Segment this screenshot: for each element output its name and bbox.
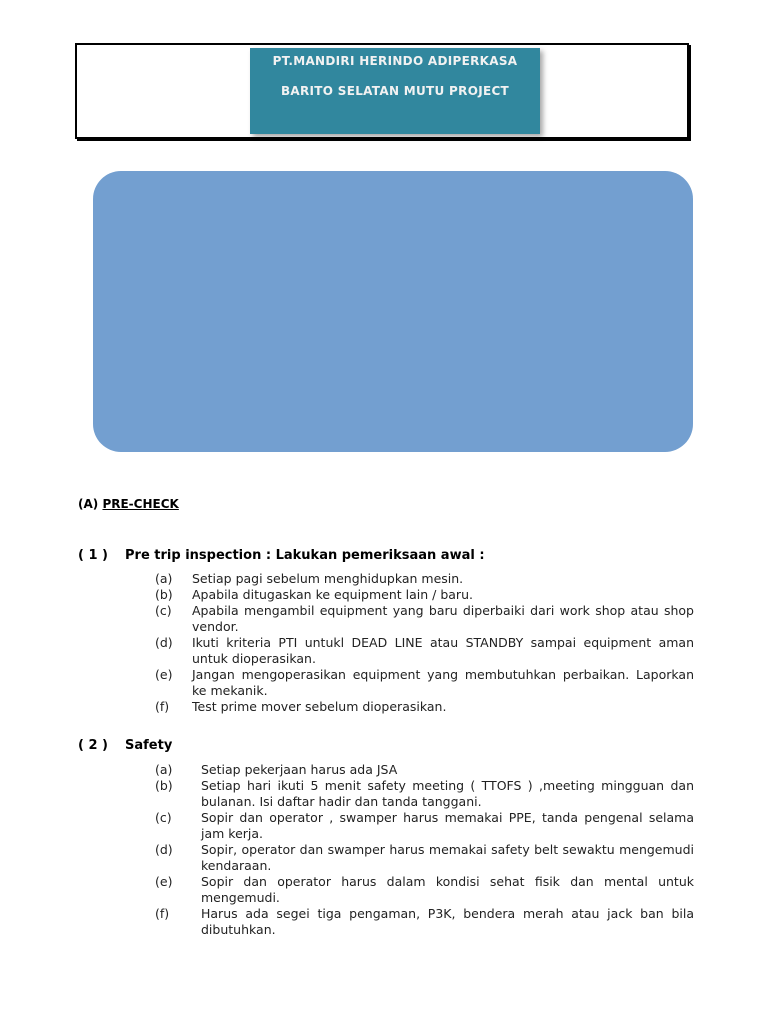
list-item <box>155 571 694 587</box>
project-name: BARITO SELATAN MUTU PROJECT <box>280 84 510 98</box>
item-label: (f) <box>155 906 170 921</box>
section-1-heading <box>78 548 485 563</box>
item-label: (c) <box>155 810 172 825</box>
company-name: PT.MANDIRI HERINDO ADIPERKASA <box>272 54 518 68</box>
list-item <box>155 699 694 715</box>
item-label: (e) <box>155 667 173 682</box>
list-item <box>155 635 694 667</box>
item-label: (b) <box>155 778 173 793</box>
section-a-label: (A) <box>78 497 99 511</box>
section-1-title: Pre trip inspection <box>125 548 262 563</box>
item-label: (d) <box>155 635 173 650</box>
item-text: Jangan mengoperasikan equipment yang membutuhkan perbaikan. Laporkan ke mekanik. <box>192 667 694 698</box>
list-item <box>155 906 694 938</box>
item-label: (c) <box>155 603 172 618</box>
section-2-list <box>155 762 694 938</box>
item-label: (d) <box>155 842 173 857</box>
section-a-heading <box>78 497 179 511</box>
item-text: Apabila ditugaskan ke equipment lain / baru. <box>192 587 473 602</box>
blue-panel <box>93 171 693 452</box>
section-1-list <box>155 571 694 715</box>
section-2-title: Safety <box>125 738 173 753</box>
section-a-title: PRE-CHECK <box>102 497 179 511</box>
section-2-number: ( 2 ) <box>78 738 108 753</box>
item-text: Setiap pagi sebelum menghidupkan mesin. <box>192 571 464 586</box>
header-box <box>75 43 689 139</box>
item-text: Sopir, operator dan swamper harus memakai safety belt sewaktu mengemudi kendaraan. <box>201 842 694 873</box>
list-item <box>155 603 694 635</box>
item-label: (a) <box>155 571 173 586</box>
list-item <box>155 778 694 810</box>
list-item <box>155 587 694 603</box>
item-text: Sopir dan operator , swamper harus memakai PPE, tanda pengenal selama jam kerja. <box>201 810 694 841</box>
item-text: Ikuti kriteria PTI untukl DEAD LINE atau STANDBY sampai equipment aman untuk dioperasikan. <box>192 635 694 666</box>
item-label: (f) <box>155 699 170 714</box>
item-label: (b) <box>155 587 173 602</box>
list-item <box>155 842 694 874</box>
section-2-heading <box>78 738 172 753</box>
list-item <box>155 667 694 699</box>
item-label: (e) <box>155 874 173 889</box>
item-text: Apabila mengambil equipment yang baru diperbaiki dari work shop atau shop vendor. <box>192 603 694 634</box>
list-item <box>155 810 694 842</box>
section-1-number: ( 1 ) <box>78 548 108 563</box>
item-text: Harus ada segei tiga pengaman, P3K, bendera merah atau jack ban bila dibutuhkan. <box>201 906 694 937</box>
item-label: (a) <box>155 762 173 777</box>
item-text: Setiap pekerjaan harus ada JSA <box>201 762 398 777</box>
list-item <box>155 874 694 906</box>
item-text: Test prime mover sebelum dioperasikan. <box>192 699 447 714</box>
section-1-subtitle: : Lakukan pemeriksaan awal : <box>261 548 485 563</box>
title-block <box>250 48 540 134</box>
list-item <box>155 762 694 778</box>
item-text: Sopir dan operator harus dalam kondisi sehat fisik dan mental untuk mengemudi. <box>201 874 694 905</box>
item-text: Setiap hari ikuti 5 menit safety meeting ( TTOFS ) ,meeting mingguan dan bulanan. Isi daftar hadir dan tanda tanggani. <box>201 778 694 809</box>
